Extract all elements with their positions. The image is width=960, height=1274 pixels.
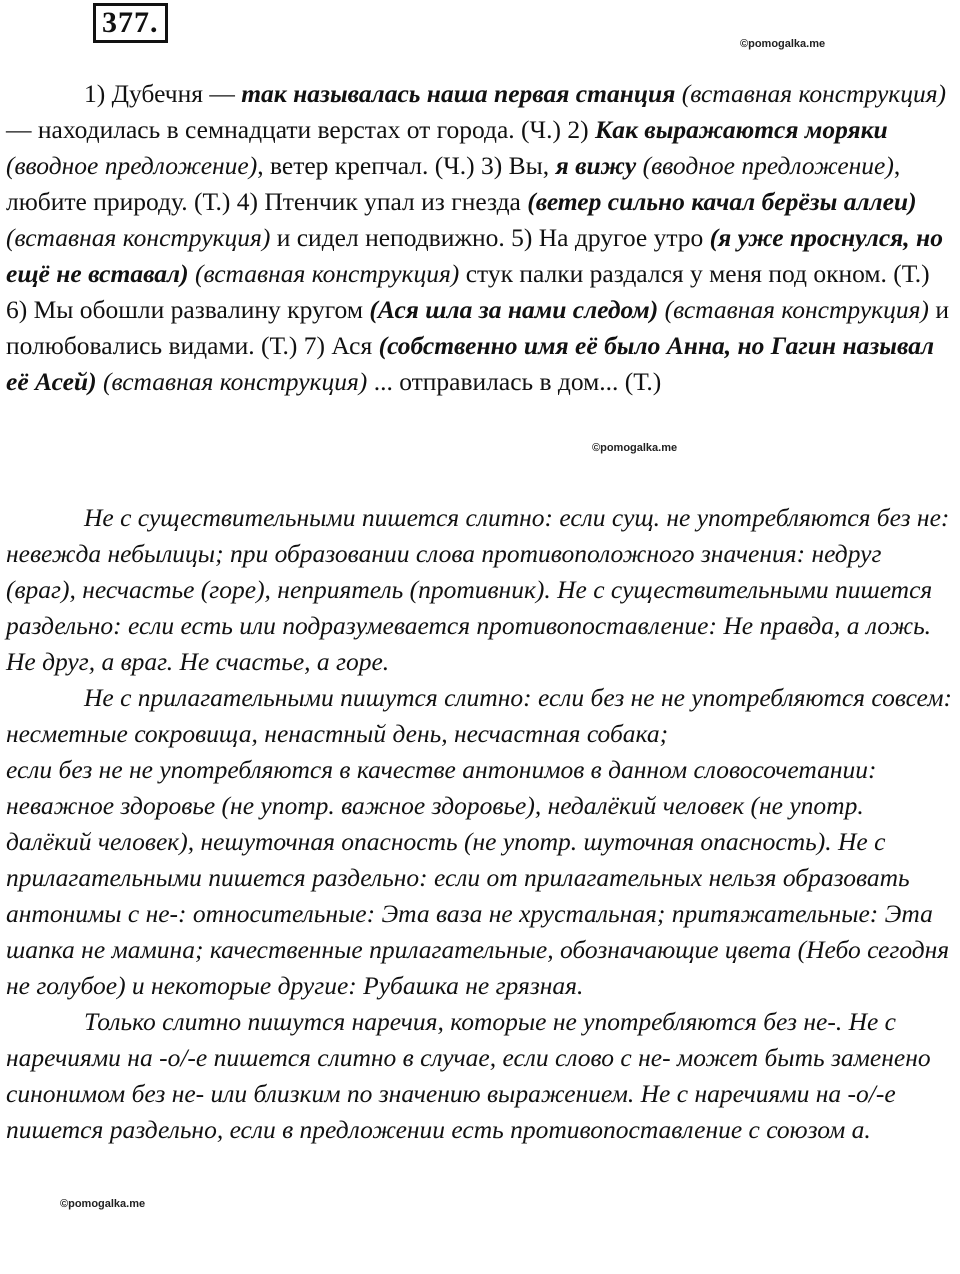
highlighted-construction: (собственно имя её было Анна, но Гагин называл её Асей) [6,331,935,396]
answer-text: 1) Дубечня — [84,79,242,108]
highlighted-construction: Как выражаются моряки [594,115,888,144]
highlighted-construction: я вижу [555,151,637,180]
rule-adverbs: Только слитно пишутся наречия, которые не употребляются без не-. Не с наречиями на -о/-е пишется слитно в случае, если слово с не- может быть заменено синонимом без не- или близким по значению выражением. Не с наречиями на -о/-е пишется раздельно, если в предложении есть противопоставление с союзом а. [6,1007,931,1144]
answer-text: и сидел неподвижно. 5) На другое утро [270,223,710,252]
construction-type-label: (вставная конструкция) [188,259,460,288]
highlighted-construction: (ветер сильно качал берёзы аллеи) [527,187,917,216]
answer-text: , ветер крепчал. (Ч.) 3) Вы, [257,151,556,180]
construction-type-label: (вставная конструкция) [675,79,947,108]
answer-text: ... отправилась в дом... (Т.) [367,367,662,396]
answer-text: стук палки раздался у меня под окном. (Т.) 6) Мы обошли развалину кругом [6,259,930,324]
construction-type-label: (вставная конструкция) [96,367,368,396]
rule-adjectives-b: если без не не употребляются в качестве антонимов в данном словосочетании: неважное здоровье (не употр. важное здоровье), недалёкий человек (не употр. далёкий человек), нешуточная опасность (не употр. шуточная опасность). Не с прилагательными пишется раздельно: если от прилагательных нельзя образовать антонимы с не-: относительные: Эта ваза не хрустальная; притяжательные: Эта шапка не мамина; качественные прилагательные, обозначающие цвета (Небо сегодня не голубое) и некоторые другие: Рубашка не грязная. [6,755,950,1000]
construction-type-label: (вводное предложение) [6,151,258,180]
construction-type-label: (вставная конструкция) [658,295,929,324]
rule-adjectives-a: Не с прилагательными пишутся слитно: если без не не употребляются совсем: несметные сокровища, ненастный день, несчастная собака; [6,683,952,748]
highlighted-construction: так называлась наша первая станция [241,79,676,108]
construction-type-label: (вводное предложение) [636,151,894,180]
rule-nouns: Не с существительными пишется слитно: если сущ. не употребляются без не: невежда небылицы; при образовании слова противоположного значения: недруг (враг), несчастье (горе), неприятель (противник). Не с существительными пишется раздельно: если есть или подразумевается противопоставление: Не правда, а ложь. Не друг, а враг. Не счастье, а горе. [6,503,950,676]
highlighted-construction: (я уже проснулся, но ещё не вставал) [6,223,943,288]
answer-text: , любите природу. (Т.) 4) Птенчик упал из гнезда [6,151,901,216]
exercise-number: 377. [93,3,168,43]
answer-paragraph [6,76,954,400]
highlighted-construction: (Ася шла за нами следом) [369,295,659,324]
answer-text: и полюбовались видами. (Т.) 7) Ася [6,295,949,360]
construction-type-label: (вставная конструкция) [6,223,271,252]
watermark: ©pomogalka.me [60,1198,146,1210]
watermark: ©pomogalka.me [740,38,826,50]
answer-text: — находилась в семнадцати верстах от города. (Ч.) 2) [6,115,595,144]
watermark: ©pomogalka.me [592,442,678,454]
rules-text [6,500,954,1148]
